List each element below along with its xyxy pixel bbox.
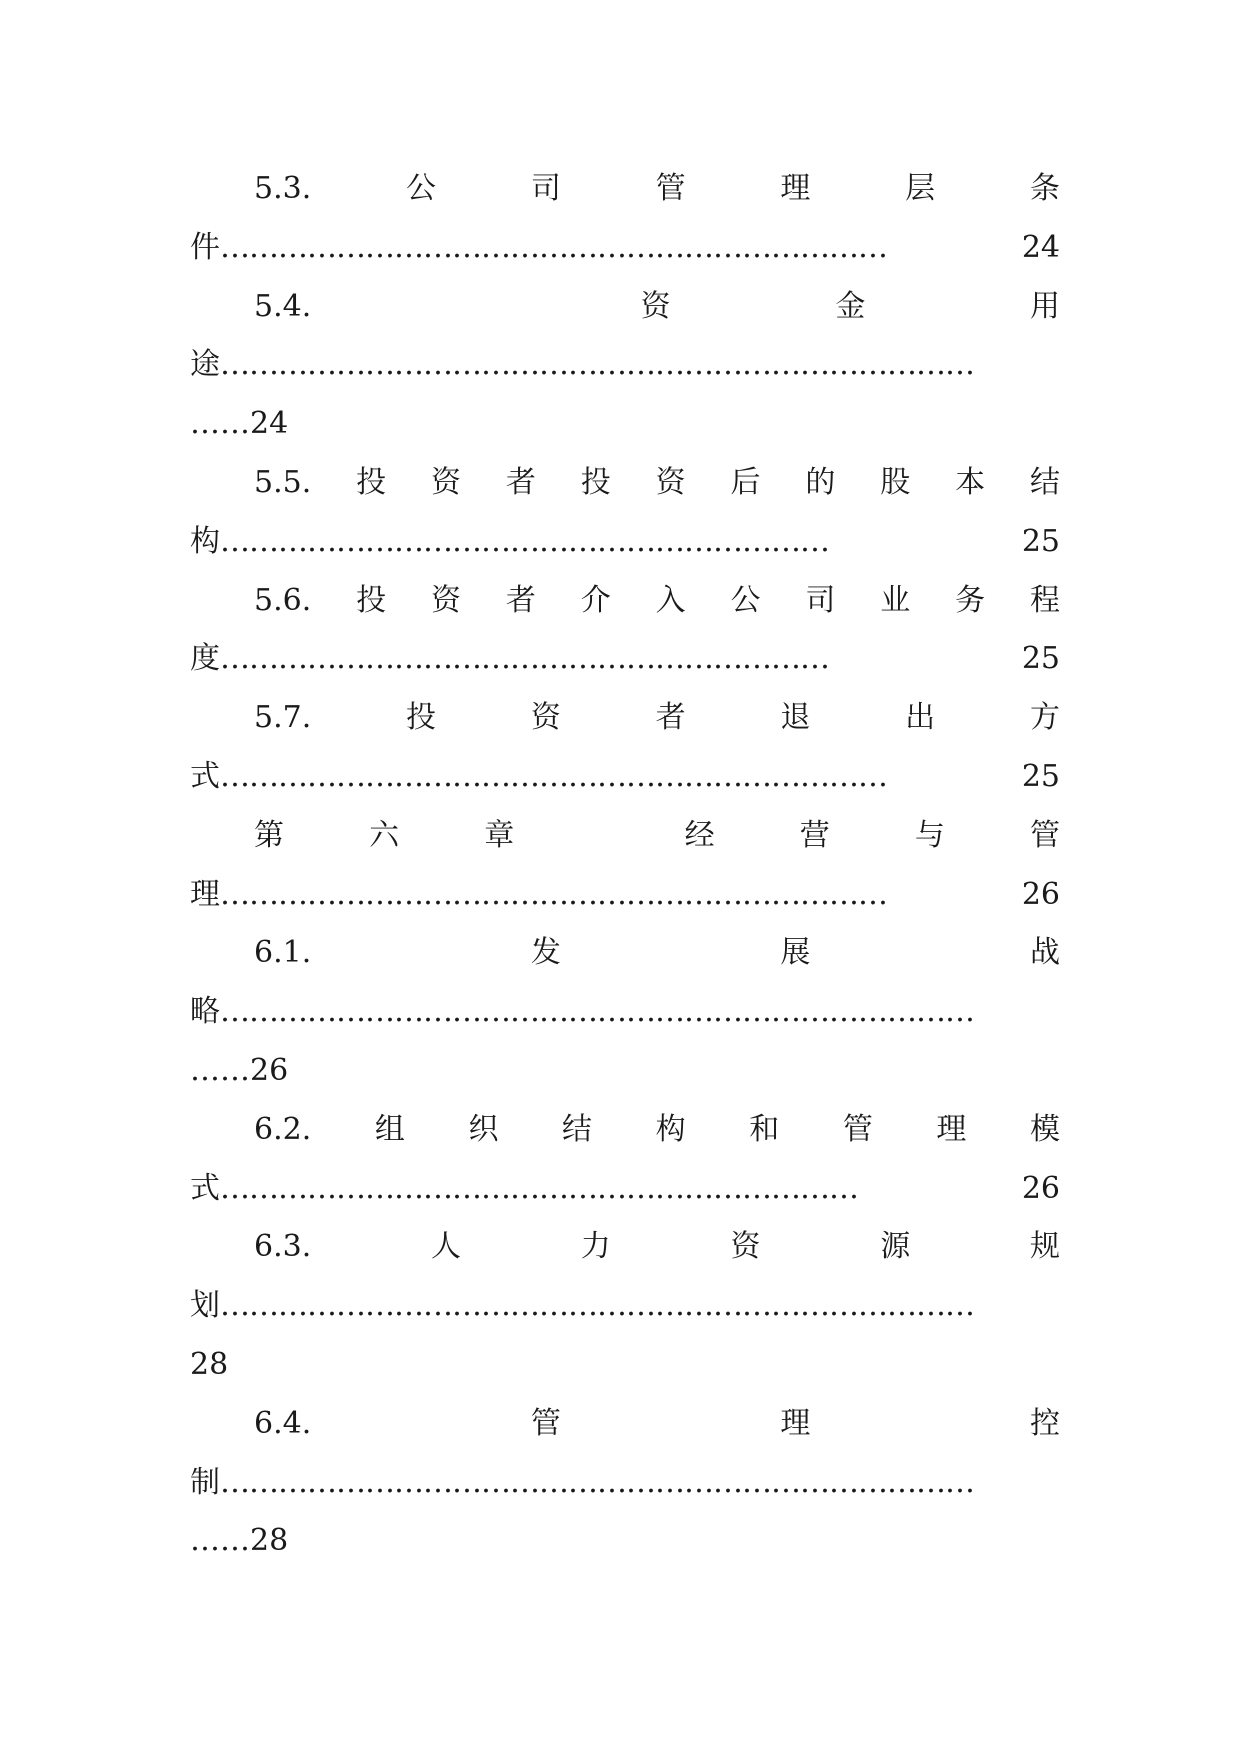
toc-entry-title-char: 结 (562, 1111, 593, 1147)
toc-entry-title-char: 务 (955, 582, 986, 618)
toc-entry-title-char: 资 (655, 464, 686, 500)
toc-dot-leader: …………………………………………………………………… (220, 1288, 974, 1324)
toc-entry-title-char: 公 (730, 582, 761, 618)
toc-leader-line (190, 1454, 1060, 1513)
toc-entry-number: 5.7. (254, 700, 312, 736)
toc-entry-title-char: 方 (1029, 700, 1060, 736)
toc-entry-title-char: 展 (780, 935, 811, 971)
toc-entry-title-tail: 略 (190, 994, 220, 1030)
toc-entry-title-char: 条 (1029, 171, 1060, 206)
toc-entry-title-char: 理 (936, 1111, 967, 1147)
toc-entry-title-char: 金 (835, 288, 866, 324)
toc-entry-title-char: 和 (749, 1111, 780, 1147)
table-of-contents (190, 160, 1060, 1571)
toc-entry-title-char: 结 (1030, 464, 1060, 500)
toc-entry-title-char: 资 (730, 1229, 761, 1265)
toc-entry-title-char: 资 (431, 464, 461, 500)
toc-entry-number: 5.4. (254, 288, 312, 324)
toc-entry-heading[interactable] (190, 1218, 1060, 1277)
toc-page-number-continuation: ……24 (190, 406, 289, 442)
toc-entry-title-char: 构 (655, 1111, 686, 1147)
toc-leader-line (190, 1277, 1060, 1336)
toc-entry-title-tail: 划 (190, 1288, 220, 1324)
toc-entry-title-char: 投 (580, 464, 611, 500)
toc-entry-title-char: 者 (505, 464, 536, 500)
toc-leader-line (190, 336, 1060, 395)
toc-entry-title-char: 资 (530, 700, 561, 736)
toc-entry-heading[interactable] (190, 278, 1060, 337)
toc-entry-heading[interactable] (190, 454, 1060, 513)
toc-entry-title-tail: 理 (190, 876, 220, 912)
toc-entry-number: 5.5. (254, 464, 312, 500)
toc-entry-title-char: 业 (880, 582, 911, 618)
toc-dot-leader: …………………………………………………………………… (220, 1464, 974, 1500)
toc-dot-leader: …………………………………………………………… (220, 876, 887, 912)
toc-entry-title-char: 本 (955, 464, 986, 500)
toc-entry-title-char: 者 (655, 700, 686, 736)
toc-entry-number: 6.2. (254, 1111, 312, 1147)
toc-entry-number: 6.4. (254, 1405, 312, 1441)
toc-leader-line (190, 1160, 1060, 1219)
toc-entry-number: 第 (254, 817, 284, 853)
toc-dot-leader: ……………………………………………………… (220, 523, 829, 559)
toc-entry-number: 5.3. (254, 171, 312, 206)
toc-page-number-continuation: ……26 (190, 1052, 289, 1088)
toc-entry-number: 6.3. (254, 1229, 312, 1265)
toc-page-number: 25 (1021, 758, 1060, 794)
toc-entry-heading[interactable] (190, 689, 1060, 748)
toc-entry-title-tail: 式 (190, 1170, 220, 1206)
toc-dot-leader: ………………………………………………………… (220, 1170, 858, 1206)
toc-entry-title-char: 管 (655, 171, 686, 206)
toc-entry-title-char: 者 (505, 582, 536, 618)
toc-entry-title-char: 理 (780, 171, 811, 206)
toc-page-number: 25 (1021, 523, 1060, 559)
toc-entry-title-char: 的 (805, 464, 836, 500)
toc-entry-heading[interactable] (190, 1101, 1060, 1160)
toc-entry-title-char: 出 (905, 700, 936, 736)
toc-entry-title-tail: 度 (190, 641, 220, 677)
toc-entry-title-char: 理 (780, 1405, 811, 1441)
toc-entry-title-char: 控 (1029, 1405, 1060, 1441)
toc-leader-line (190, 513, 1060, 572)
toc-leader-line (190, 748, 1060, 807)
toc-dot-leader: …………………………………………………………… (220, 229, 887, 265)
toc-entry-title-char: 模 (1030, 1111, 1060, 1147)
toc-entry-heading[interactable] (190, 807, 1060, 866)
toc-page-number: 26 (1021, 1170, 1060, 1206)
toc-entry-title-char: 资 (640, 288, 671, 324)
toc-entry-title-tail: 途 (190, 347, 220, 383)
toc-entry-title-char: 资 (431, 582, 461, 618)
toc-entry-title-char: 司 (805, 582, 836, 618)
toc-entry-title-char: 规 (1030, 1229, 1060, 1265)
toc-entry-title-char: 后 (730, 464, 761, 500)
toc-entry-title-char: 织 (468, 1111, 499, 1147)
toc-entry-heading[interactable] (190, 1395, 1060, 1454)
toc-entry-title-char: 投 (406, 700, 437, 736)
toc-entry-title-char: 章 (484, 817, 515, 853)
toc-entry-heading[interactable] (190, 924, 1060, 983)
toc-entry-title-char: 程 (1030, 582, 1060, 618)
toc-page-number: 26 (1021, 876, 1060, 912)
toc-entry-title-char: 源 (880, 1229, 911, 1265)
toc-entry-title-char: 投 (356, 464, 387, 500)
toc-entry-title-char: 管 (842, 1111, 873, 1147)
toc-entry-title-char: 用 (1030, 288, 1060, 324)
toc-page-number: 25 (1021, 641, 1060, 677)
toc-entry-title-char: 司 (530, 171, 561, 206)
toc-dot-leader: ……………………………………………………… (220, 641, 829, 677)
toc-entry-title-char: 介 (580, 582, 611, 618)
toc-leader-line (190, 866, 1060, 925)
toc-entry-heading[interactable] (190, 160, 1060, 219)
toc-dot-leader: …………………………………………………………………… (220, 347, 974, 383)
toc-leader-line (190, 219, 1060, 278)
toc-entry-title-char: 人 (431, 1229, 461, 1265)
toc-entry-title-char: 力 (580, 1229, 611, 1265)
toc-entry-title-char: 与 (914, 817, 945, 853)
toc-entry-title-char: 公 (406, 171, 437, 206)
toc-entry-title-char: 经 (684, 817, 715, 853)
toc-leader-line (190, 983, 1060, 1042)
toc-dot-leader: …………………………………………………………………… (220, 994, 974, 1030)
toc-page-number-continuation: ……28 (190, 1523, 289, 1559)
toc-entry-title-char: 投 (356, 582, 387, 618)
toc-entry-title-char: 管 (1029, 817, 1060, 853)
toc-entry-title-char: 组 (374, 1111, 405, 1147)
toc-entry-title-char: 退 (780, 700, 811, 736)
toc-entry-title-char: 股 (880, 464, 911, 500)
toc-page-number: 24 (1021, 229, 1060, 265)
toc-entry-title-char: 营 (799, 817, 830, 853)
toc-leader-line (190, 630, 1060, 689)
toc-entry-number: 6.1. (254, 935, 312, 971)
toc-dot-leader: …………………………………………………………… (220, 758, 887, 794)
toc-entry-title-tail: 式 (190, 758, 220, 794)
toc-entry-heading[interactable] (190, 572, 1060, 631)
toc-entry-title-char: 六 (369, 817, 400, 853)
toc-page-number-continuation: 28 (190, 1346, 229, 1382)
toc-entry-number: 5.6. (254, 582, 312, 618)
toc-entry-title-tail: 制 (190, 1464, 220, 1500)
toc-entry-title-tail: 构 (190, 523, 220, 559)
toc-entry-title-char: 管 (530, 1405, 561, 1441)
toc-entry-title-char: 发 (530, 935, 561, 971)
toc-entry-title-tail: 件 (190, 229, 220, 265)
toc-entry-title-char: 战 (1029, 935, 1060, 971)
toc-entry-title-char: 入 (655, 582, 686, 618)
toc-entry-title-char: 层 (905, 171, 936, 206)
